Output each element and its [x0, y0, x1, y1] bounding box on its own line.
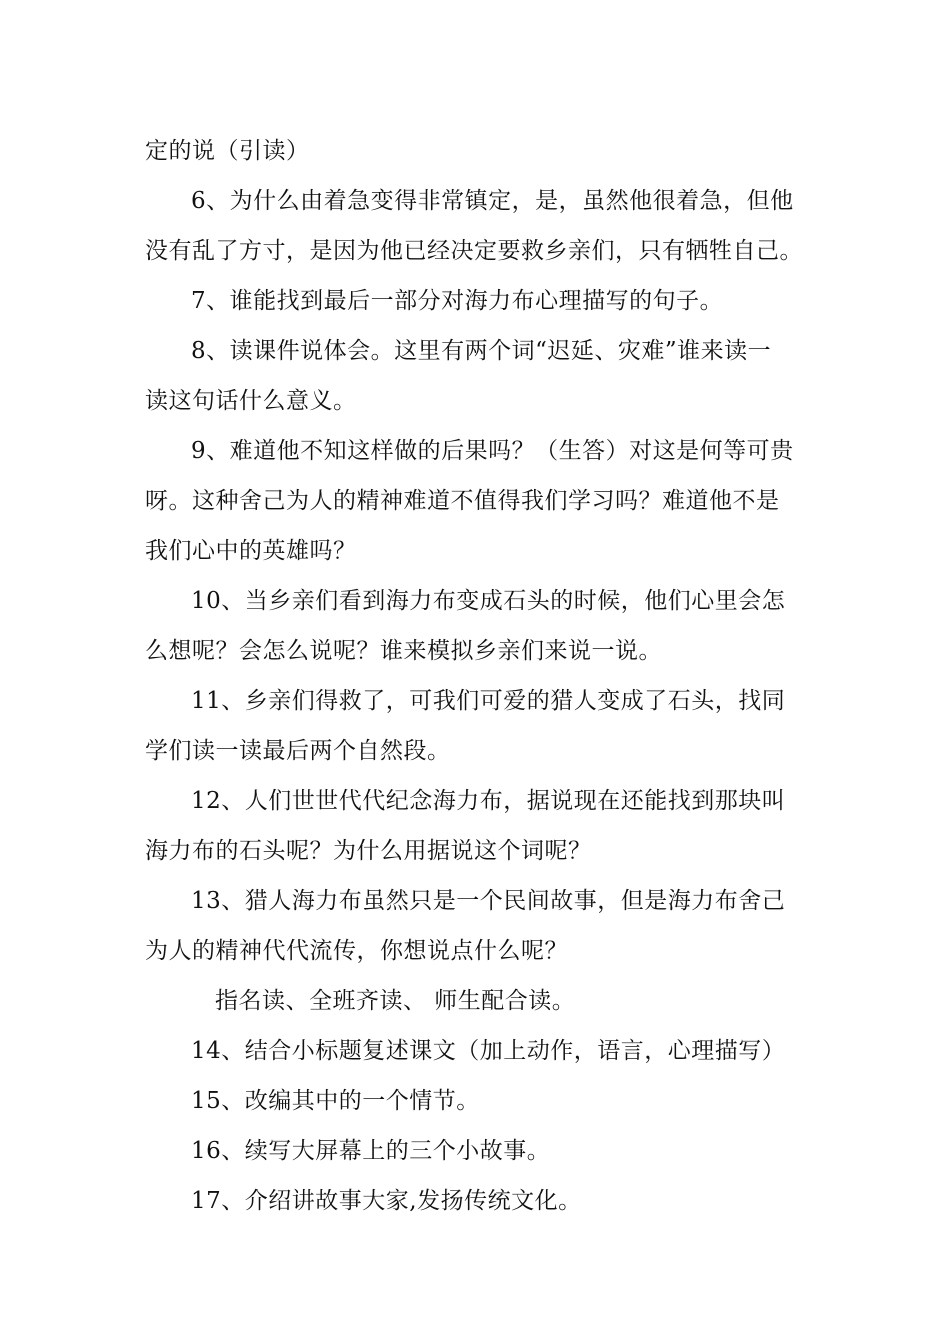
text-line: 15、改编其中的一个情节。 [191, 1088, 480, 1114]
text-line: 呀。这种舍己为人的精神难道不值得我们学习吗？难道他不是 [145, 488, 780, 514]
text-line: 14、结合小标题复述课文（加上动作，语言，心理描写） [191, 1038, 786, 1064]
text-line: 没有乱了方寸，是因为他已经决定要救乡亲们，只有牺牲自己。 [145, 238, 803, 264]
paragraph-item-17 [145, 1176, 810, 1226]
paragraph-item-16 [145, 1126, 810, 1176]
text-line: 12、人们世世代代纪念海力布，据说现在还能找到那块叫 [191, 788, 786, 814]
text-line: 13、猎人海力布虽然只是一个民间故事，但是海力布舍己 [191, 888, 786, 914]
paragraph-item-13 [145, 876, 810, 976]
text-line: 6、为什么由着急变得非常镇定，是，虽然他很着急，但他 [191, 188, 794, 214]
paragraph-continuation [145, 126, 810, 176]
text-line: 指名读、全班齐读、 师生配合读。 [215, 988, 576, 1014]
paragraph-item-7 [145, 276, 810, 326]
paragraph-item-8 [145, 326, 810, 426]
text-line: 学们读一读最后两个自然段。 [145, 738, 451, 764]
text-line: 为人的精神代代流传，你想说点什么呢？ [145, 938, 568, 964]
text-line: 海力布的石头呢？为什么用据说这个词呢？ [145, 838, 592, 864]
text-line: 我们心中的英雄吗？ [145, 538, 357, 564]
text-line: 11、乡亲们得救了，可我们可爱的猎人变成了石头，找同 [191, 688, 786, 714]
paragraph-item-12 [145, 776, 810, 876]
text-line: 定的说（引读） [145, 138, 310, 164]
text-line: 7、谁能找到最后一部分对海力布心理描写的句子。 [191, 288, 724, 314]
document-body [145, 126, 810, 1226]
paragraph-item-14 [145, 1026, 810, 1076]
paragraph-item-6 [145, 176, 810, 276]
text-line: 17、介绍讲故事大家,发扬传统文化。 [191, 1188, 582, 1214]
paragraph-item-9 [145, 426, 810, 576]
text-line: 读这句话什么意义。 [145, 388, 357, 414]
text-line: 9、难道他不知这样做的后果吗？（生答）对这是何等可贵 [191, 438, 794, 464]
text-line: 16、续写大屏幕上的三个小故事。 [191, 1138, 551, 1164]
paragraph-item-11 [145, 676, 810, 776]
paragraph-reading-modes [145, 976, 810, 1026]
paragraph-item-15 [145, 1076, 810, 1126]
paragraph-item-10 [145, 576, 810, 676]
text-line: 么想呢？会怎么说呢？谁来模拟乡亲们来说一说。 [145, 638, 662, 664]
text-line: 10、当乡亲们看到海力布变成石头的时候，他们心里会怎 [191, 588, 786, 614]
text-line: 8、读课件说体会。这里有两个词“迟延、灾难”谁来读一 [191, 338, 772, 364]
